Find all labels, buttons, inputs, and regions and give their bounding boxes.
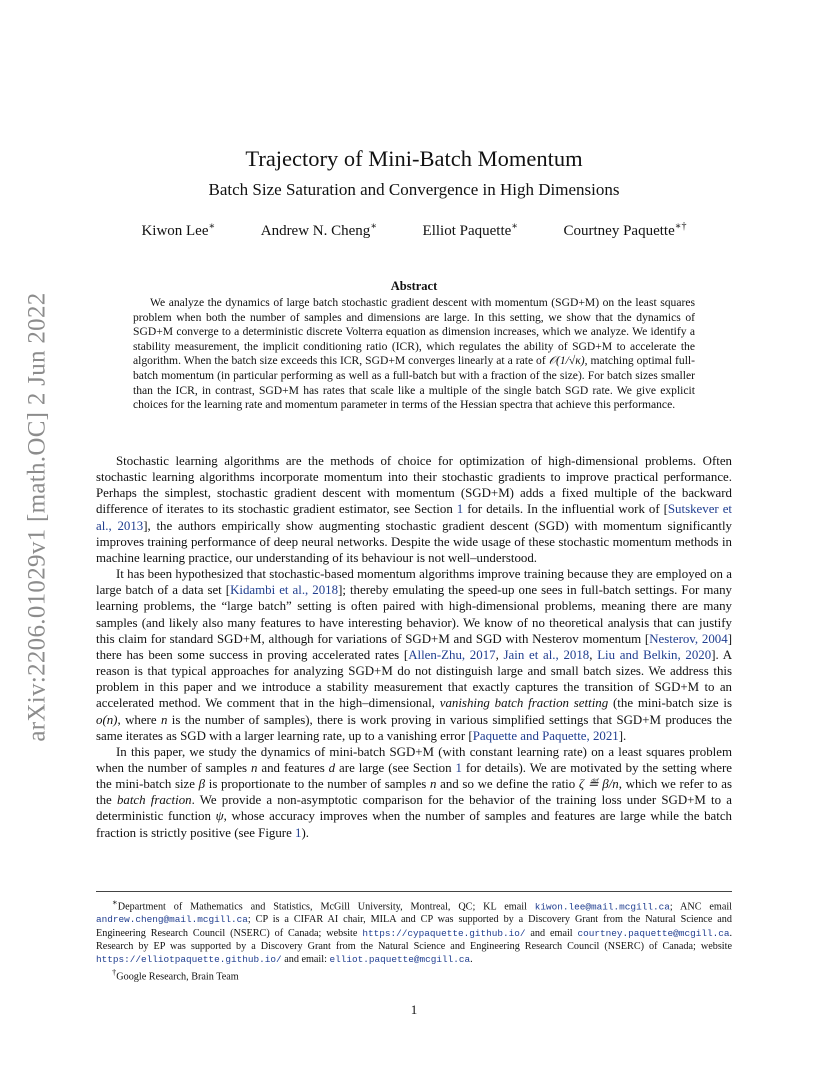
author: Andrew N. Cheng∗: [260, 221, 378, 239]
citation-link[interactable]: Liu and Belkin, 2020: [597, 647, 712, 662]
footnote-mark: ∗: [112, 897, 118, 907]
website-link[interactable]: https://cypaquette.github.io/: [362, 927, 526, 939]
citation-link[interactable]: Jain et al., 2018: [503, 647, 590, 662]
page-number: 1: [410, 1002, 418, 1017]
math-inline: β: [198, 777, 206, 792]
math-inline: o(n): [96, 712, 118, 727]
footnote-mark: †: [112, 966, 117, 977]
email-link[interactable]: kiwon.lee@mail.mcgill.ca: [534, 901, 670, 913]
paper-title: Trajectory of Mini-Batch Momentum: [245, 146, 583, 171]
paragraph: Stochastic learning algorithms are the methods of choice for optimization of high-dimensional problems. Often stochastic learning algorithms incorporate momentum into their stochastic gradients to improve practical performance. Perhaps the simplest, stochastic gradient descent with momentum (SGD+M) adds a fixed multiple of the backward difference of iterates to its stochastic gradient estimator, see Section 1 for details. In the influential work of [Sutskever et al., 2013], the authors empirically show augmenting stochastic gradient descent (SGD) with momentum significantly improves training performance of deep neural networks. Despite the wide usage of these stochastic momentum methods in machine learning practice, our understanding of its behaviour is not well–understood.: [96, 454, 733, 565]
footnote: †Google Research, Brain Team: [112, 966, 239, 983]
section-reference-link[interactable]: 1: [455, 760, 462, 775]
citation-link[interactable]: Sutskever et al., 2013: [96, 502, 733, 533]
abstract-text: We analyze the dynamics of large batch stochastic gradient descent with momentum (SGD+M) on the least squares problem when both the number of samples and dimensions are large. In this setting, we show that the dynamics of SGD+M converge to a deterministic discrete Volterra equation as dimension increases, which we analyze. We identify a stability measurement, the implicit conditioning ratio (ICR), which regulates the ability of SGD+M to accelerate the algorithm. When the batch size exceeds this ICR, SGD+M converges linearly at a rate of 𝒪(1/√κ), matching optimal full-batch momentum (in particular performing as well as a full-batch but with a fraction of the size). For batch sizes smaller than the ICR, in contrast, SGD+M has rates that scale like a multiple of the single batch SGD rate. We give explicit choices for the learning rate and momentum parameter in terms of the Hessian spectra that achieve this performance.: [133, 296, 695, 412]
author-affiliation-mark: ∗: [370, 221, 378, 232]
arxiv-identifier-stamp: [24, 277, 52, 757]
math-inline: ψ: [215, 809, 224, 824]
math-inline: d: [328, 760, 336, 775]
author-affiliation-mark: ∗: [208, 221, 216, 232]
footnote: ∗Department of Mathematics and Statistics, McGill University, Montreal, QC; KL email kiwon.lee@mail.mcgill.ca; ANC email andrew.cheng@mail.mcgill.ca; CP is a CIFAR AI chair, MILA and CP was supported by a Discovery Grant from the Natural Science and Engineering Research Council (NSERC) of Canada; website https://cypaquette.github.io/ and email courtney.paquette@mcgill.ca. Research by EP was supported by a Discovery Grant from the Natural Science and Engineering Research Council (NSERC) of Canada; website https://elliotpaquette.github.io/ and email: elliot.paquette@mcgill.ca.: [96, 897, 733, 965]
citation-link[interactable]: Paquette and Paquette, 2021: [472, 728, 619, 743]
author: Elliot Paquette∗: [422, 221, 519, 239]
author: Kiwon Lee∗: [141, 221, 216, 239]
author: Courtney Paquette∗†: [563, 221, 687, 239]
arxiv-identifier-text: arXiv:2206.01029v1 [math.OC] 2 Jun 2022: [24, 292, 52, 742]
math-inline: ζ ≝ β/n: [578, 777, 619, 792]
body-text: [96, 453, 732, 841]
math-inline: n: [430, 777, 437, 792]
website-link[interactable]: https://elliotpaquette.github.io/: [96, 953, 282, 965]
emphasis: batch fraction: [116, 793, 192, 808]
email-link[interactable]: andrew.cheng@mail.mcgill.ca: [96, 914, 248, 926]
math-inline: n: [251, 760, 258, 775]
emphasis: vanishing batch fraction setting: [439, 696, 609, 711]
citation-link[interactable]: Kidambi et al., 2018: [230, 583, 339, 598]
author-list: [96, 221, 732, 240]
paragraph: It has been hypothesized that stochastic-based momentum algorithms improve training because they are employed on a large batch of a data set [Kidambi et al., 2018]; thereby emulating the speed-up one sees in full-batch settings. For many learning problems, the “large batch” setting is often paired with high-dimensional problems, meaning there are many samples (and likely also many features to have interesting behavior). We know of no theoretical analysis that can justify this claim for standard SGD+M, although for variations of SGD+M and SGD with Nesterov momentum [Nesterov, 2004] there has been some success in proving accelerated rates [Allen-Zhu, 2017, Jain et al., 2018, Liu and Belkin, 2020]. A reason is that typical approaches for analyzing SGD+M do not distinguish large and small batch sizes. We address this problem in this paper and we introduce a stability measurement that exactly captures the transition of SGD+M to an accelerated method. We comment that in the high–dimensional, vanishing batch fraction setting (the mini-batch size is o(n), where n is the number of samples), there is work proving in various simplified settings that SGD+M produces the same iterates as SGD with a larger learning rate, up to a vanishing error [Paquette and Paquette, 2021].: [96, 567, 733, 743]
math-inline: n: [160, 712, 168, 727]
figure-reference-link[interactable]: 1: [295, 825, 302, 840]
convergence-rate-formula: 𝒪(1/√κ): [548, 354, 585, 368]
abstract-heading: Abstract: [390, 279, 438, 293]
email-link[interactable]: courtney.paquette@mcgill.ca: [577, 927, 730, 939]
email-link[interactable]: elliot.paquette@mcgill.ca: [329, 953, 471, 965]
author-affiliation-mark: ∗: [511, 221, 519, 232]
section-reference-link[interactable]: 1: [456, 502, 464, 517]
paper-subtitle: Batch Size Saturation and Convergence in High Dimensions: [208, 180, 620, 199]
footnotes: [96, 891, 732, 983]
citation-link[interactable]: Allen-Zhu, 2017: [408, 647, 496, 662]
author-affiliation-mark: ∗†: [674, 221, 687, 232]
paragraph: In this paper, we study the dynamics of mini-batch SGD+M (with constant learning rate) on a least squares problem when the number of samples n and features d are large (see Section 1 for details). We are motivated by the setting where the mini-batch size β is proportionate to the number of samples n and so we define the ratio ζ ≝ β/n, which we refer to as the batch fraction. We provide a non-asymptotic comparison for the behavior of the training loss under SGD+M to a deterministic function ψ, whose accuracy improves when the number of samples and features are large while the batch fraction is strictly positive (see Figure 1).: [96, 744, 733, 840]
citation-link[interactable]: Nesterov, 2004: [649, 631, 728, 646]
